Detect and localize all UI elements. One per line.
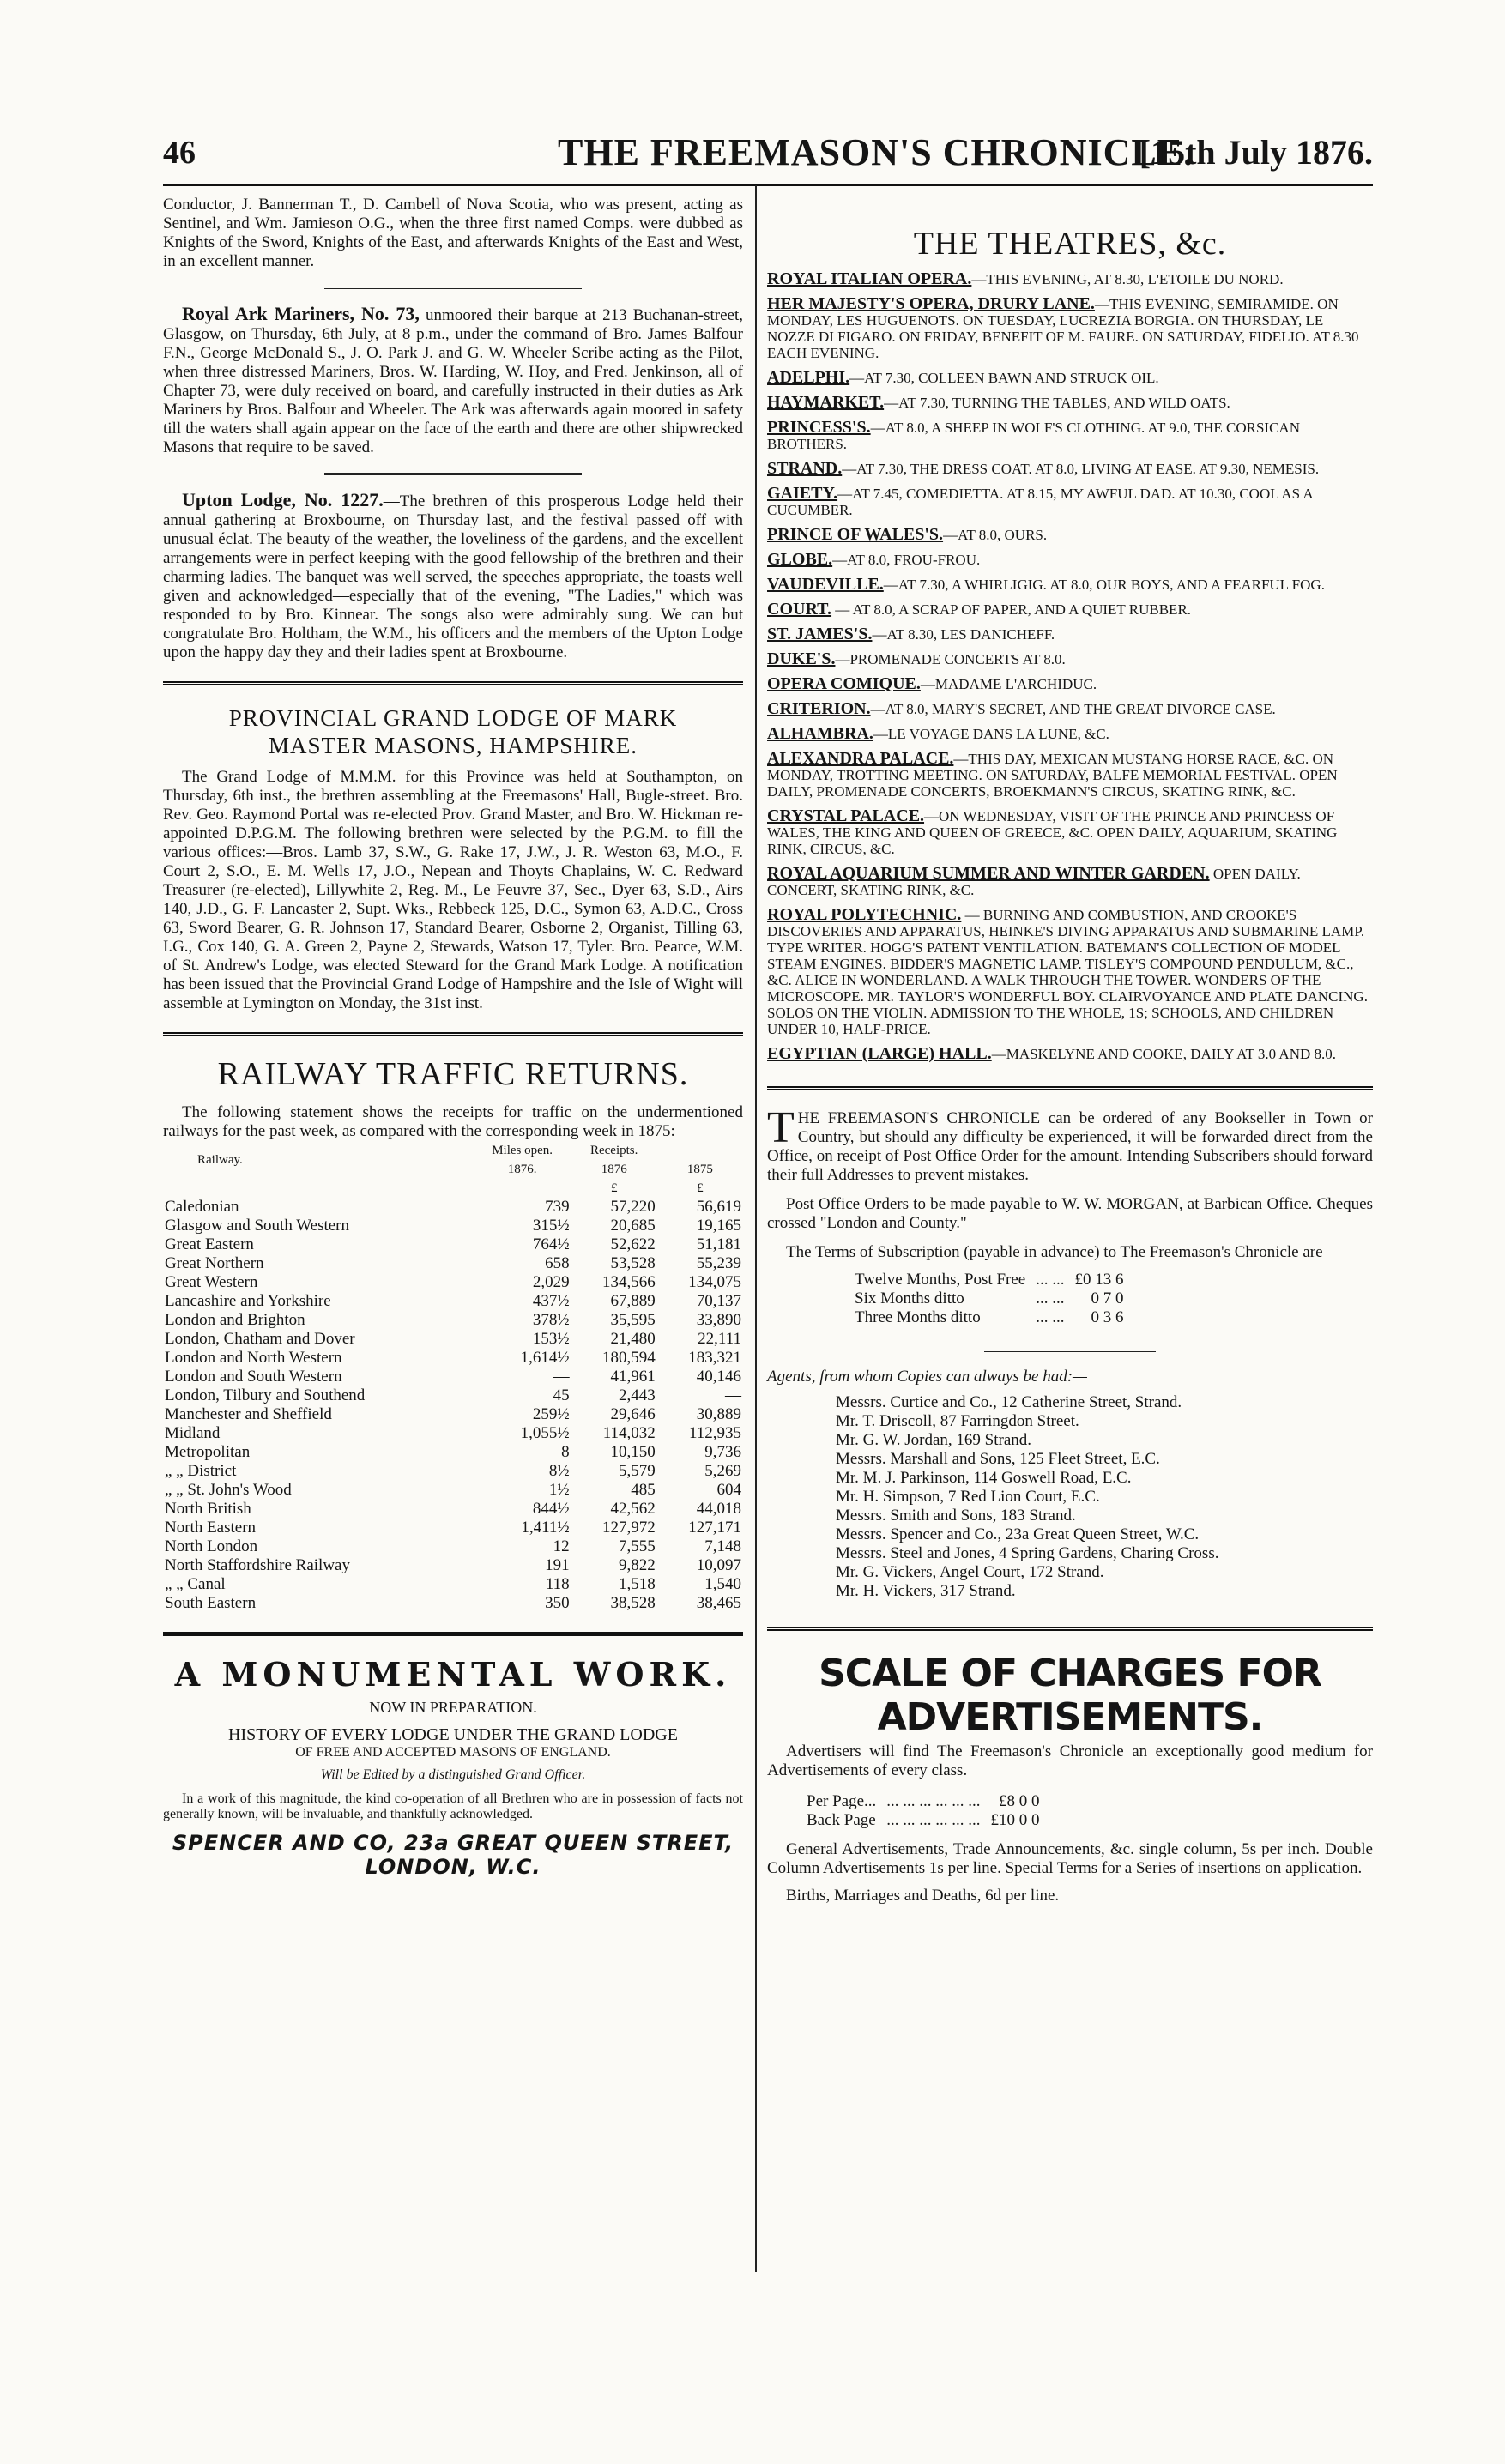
table-row [163, 1424, 743, 1443]
theatre-name: VAUDEVILLE. [767, 575, 884, 594]
theatre-name: COURT. [767, 600, 832, 619]
theatre-listing [767, 601, 1373, 618]
cell-miles: 739 [545, 1198, 570, 1216]
cell-miles: 12 [553, 1537, 570, 1555]
agent-item: Messrs. Steel and Jones, 4 Spring Gardens, Charing Cross. [836, 1544, 1219, 1562]
theatre-listing [767, 866, 1373, 898]
cell-r1875: 44,018 [696, 1500, 741, 1518]
cell-miles: 191 [545, 1556, 570, 1574]
cell-r1876: 1,518 [619, 1575, 656, 1593]
theatre-name: ROYAL ITALIAN OPERA. [767, 269, 972, 288]
currency-1875: £ [697, 1181, 704, 1195]
price-table [801, 1792, 1045, 1830]
section-divider [767, 1627, 1373, 1631]
theatre-programme: —THIS DAY, MEXICAN MUSTANG HORSE RACE, &C. ON MONDAY, TROTTING MEETING. ON SATURDAY, BALFE MEMORIAL FESTIVAL. OPEN DAILY, PROMENADE CONCERTS, BROEKMANN'S CIRCUS, SKATING RINK, &C. [767, 751, 1338, 800]
cell-miles: 437½ [532, 1292, 570, 1310]
theatre-listing [767, 1046, 1373, 1062]
table-row [163, 1405, 743, 1424]
agents-heading: Agents, from whom Copies can always be had:— [767, 1368, 1087, 1386]
cell-r1875: 51,181 [696, 1235, 741, 1253]
term-amount: 0 7 0 [1091, 1289, 1124, 1307]
cell-miles: 350 [545, 1594, 570, 1612]
table-row [163, 1462, 743, 1481]
currency-1876: £ [610, 1181, 618, 1195]
cell-name: Manchester and Sheffield [165, 1405, 332, 1423]
cell-r1876: 134,566 [602, 1273, 656, 1291]
theatre-programme: —PROMENADE CONCERTS AT 8.0. [835, 651, 1066, 667]
royal-ark-report [163, 305, 743, 457]
theatre-name: EGYPTIAN (LARGE) HALL. [767, 1044, 992, 1063]
section-divider [163, 681, 743, 685]
theatre-name: ALEXANDRA PALACE. [767, 749, 954, 768]
theatre-programme: —AT 7.30, COLLEEN BAWN AND STRUCK OIL. [849, 370, 1159, 386]
theatre-programme: —AT 7.30, A WHIRLIGIG. AT 8.0, OUR BOYS, AND A FEARFUL FOG. [883, 577, 1325, 593]
table-row [163, 1368, 743, 1386]
cell-r1876: 57,220 [610, 1198, 656, 1216]
cell-name: London, Chatham and Dover [165, 1330, 355, 1348]
masthead [163, 130, 1373, 187]
table-row [163, 1481, 743, 1500]
cell-r1875: 55,239 [696, 1254, 741, 1272]
cell-miles: 1,614½ [520, 1349, 570, 1367]
railway-table [163, 1141, 743, 1613]
table-row [163, 1537, 743, 1556]
provincial-heading [163, 704, 743, 759]
notice-p3: The Terms of Subscription (payable in advance) to The Freemason's Chronicle are— [786, 1243, 1339, 1261]
theatre-name: STRAND. [767, 459, 843, 478]
theatre-name: HER MAJESTY'S OPERA, DRURY LANE. [767, 294, 1095, 313]
cell-name: Glasgow and South Western [165, 1217, 350, 1235]
table-row [163, 1443, 743, 1462]
chapter-report-intro: Conductor, J. Bannerman T., D. Cambell of Nova Scotia, who was present, acting as Sentinel, and Wm. Jamieson O.G., when the three first named Comps. were dubbed as Knights of the Sword, Knights of the East, and afterwards Knights of the East and West, in an excellent manner. [163, 196, 743, 270]
col-r1876 [571, 1141, 657, 1179]
cell-miles: 8 [561, 1443, 570, 1461]
cell-miles: 315½ [532, 1217, 570, 1235]
cell-r1875: 22,111 [698, 1330, 741, 1348]
cell-miles: — [553, 1368, 570, 1386]
theatre-name: GLOBE. [767, 550, 833, 569]
section-divider [324, 473, 582, 475]
section-divider [767, 1086, 1373, 1090]
term-dots: ... ... [1036, 1289, 1065, 1307]
currency-row [163, 1179, 743, 1198]
theatre-listing [767, 271, 1373, 287]
agent-item: Messrs. Smith and Sons, 183 Strand. [836, 1507, 1076, 1525]
term-dots: ... ... [1036, 1308, 1065, 1326]
cell-r1875: 40,146 [696, 1368, 741, 1386]
cell-miles: 2,029 [532, 1273, 570, 1291]
table-row [163, 1292, 743, 1311]
table-row [163, 1235, 743, 1254]
cell-r1876: 485 [631, 1481, 656, 1499]
table-row [163, 1519, 743, 1537]
theatre-name: ROYAL AQUARIUM SUMMER AND WINTER GARDEN. [767, 864, 1210, 883]
cell-name: Lancashire and Yorkshire [165, 1292, 331, 1310]
cell-r1875: — [725, 1386, 741, 1404]
cell-r1875: 112,935 [688, 1424, 741, 1442]
theatre-name: CRITERION. [767, 699, 871, 718]
cell-miles: 1,411½ [521, 1519, 570, 1537]
price-dots: ... ... ... ... ... ... [886, 1811, 981, 1829]
term-row [849, 1271, 1128, 1289]
cell-name: Caledonian [165, 1198, 239, 1216]
table-row [163, 1594, 743, 1613]
theatre-programme: —AT 7.30, THE DRESS COAT. AT 8.0, LIVING AT EASE. AT 9.30, NEMESIS. [842, 461, 1320, 477]
theatre-programme: —AT 8.30, LES DANICHEFF. [872, 626, 1055, 643]
provincial-body: The Grand Lodge of M.M.M. for this Province was held at Southampton, on Thursday, 6th inst., the brethren assembling at the Freemasons' Hall, Bugle-street. Bro. Rev. Geo. Raymond Portal was re-elected Prov. Grand Master, and Bro. W. Hickman re-appointed D.P.G.M. The following brethren were selected by the P.G.M. to fill the various offices:—Bros. Lamb 37, S.W., G. Rake 17, J.W., J. R. Weston 63, M.O., F. Court 2, S.O., E. M. Wells 17, J.O., Nepean and Thoyts Chaplains, W. C. Redward Treasurer (re-elected), Lillywhite 2, Reg. M., Le Feuvre 37, Sec., Dyer 63, S.D., Airs 140, J.D., G. F. Lancaster 2, Supt. Wks., Rebbeck 125, D.C., Symon 63, A.D.C., Cross 63, Sword Bearer, G. R. Johnson 17, Standard Bearer, Osborne 2, Organist, Tilling 63, I.G., Cox 140, G. A. Green 2, Payne 2, Stewards, Watson 17, Tyler. Bro. Pearce, W.M. of St. Andrew's Lodge, was elected Steward for the Grand Mark Lodge. A notification has been issued that the Provincial Grand Lodge of Hampshire and the Isle of Wight will assemble at Lymington on Monday, the 31st inst. [163, 768, 743, 1012]
cell-r1876: 41,961 [610, 1368, 656, 1386]
cell-r1875: 70,137 [696, 1292, 741, 1310]
term-row [849, 1289, 1128, 1308]
cell-r1876: 35,595 [610, 1311, 656, 1329]
cell-name: „ „ St. John's Wood [165, 1481, 292, 1499]
term-label: Three Months ditto [855, 1308, 981, 1326]
theatre-listing [767, 577, 1373, 593]
theatre-programme: —AT 7.45, COMEDIETTA. AT 8.15, MY AWFUL DAD. AT 10.30, COOL AS A CUCUMBER. [767, 486, 1313, 518]
theatre-listing [767, 808, 1373, 857]
theatre-name: ST. JAMES'S. [767, 625, 873, 643]
general-ads: General Advertisements, Trade Announcements, &c. single column, 5s per inch. Double Column Advertisements 1s per line. Special Terms for a Series of insertions on application. [767, 1840, 1373, 1877]
cell-r1876: 20,685 [610, 1217, 656, 1235]
agent-item: Mr. G. W. Jordan, 169 Strand. [836, 1431, 1031, 1449]
theatre-name: ROYAL POLYTECHNIC. [767, 905, 962, 924]
table-row [163, 1273, 743, 1292]
railway-intro: The following statement shows the receipts for traffic on the undermentioned railways for the past week, as compared with the corresponding week in 1875:— [163, 1103, 743, 1140]
cell-name: London and Brighton [165, 1311, 305, 1329]
cell-r1876: 42,562 [610, 1500, 656, 1518]
cell-miles: 658 [545, 1254, 570, 1272]
cell-miles: 1,055½ [520, 1424, 570, 1442]
theatre-programme: OPEN DAILY. CONCERT, SKATING RINK, &C. [767, 866, 1301, 898]
theatre-name: HAYMARKET. [767, 393, 885, 412]
births-rate: Births, Marriages and Deaths, 6d per line. [786, 1887, 1060, 1905]
table-row [163, 1500, 743, 1519]
upton-lodge-report [163, 491, 743, 662]
cell-r1876: 2,443 [619, 1386, 656, 1404]
theatre-listing [767, 461, 1373, 477]
theatre-name: DUKE'S. [767, 649, 836, 668]
cell-name: North British [165, 1500, 251, 1518]
notice-p2: Post Office Orders to be made payable to W. W. MORGAN, at Barbican Office. Cheques crossed "London and County." [767, 1195, 1373, 1232]
theatre-listing [767, 296, 1373, 361]
section-divider [163, 1032, 743, 1036]
dropcap: T [767, 1103, 795, 1152]
col-miles [474, 1141, 571, 1179]
theatre-list [767, 271, 1373, 1062]
cell-r1875: 19,165 [696, 1217, 741, 1235]
price-amount: £8 0 0 [999, 1792, 1040, 1810]
agent-item: Messrs. Marshall and Sons, 125 Fleet Street, E.C. [836, 1450, 1160, 1468]
cell-r1875: 10,097 [696, 1556, 741, 1574]
cell-miles: 1½ [548, 1481, 570, 1499]
cell-r1875: 604 [716, 1481, 741, 1499]
cell-r1876: 21,480 [610, 1330, 656, 1348]
col-railway: Railway. [197, 1153, 243, 1167]
theatre-name: CRYSTAL PALACE. [767, 806, 925, 825]
table-row [163, 1575, 743, 1594]
cell-r1876: 29,646 [610, 1405, 656, 1423]
left-column [163, 196, 743, 1879]
table-row [163, 1330, 743, 1349]
theatre-programme: —MASKELYNE AND COOKE, DAILY AT 3.0 AND 8.0. [991, 1046, 1336, 1062]
upton-heading: Upton Lodge, No. 1227. [182, 489, 384, 510]
term-amount: £0 13 6 [1074, 1271, 1124, 1289]
agent-item: Mr. G. Vickers, Angel Court, 172 Strand. [836, 1563, 1104, 1581]
scale-intro: Advertisers will find The Freemason's Chronicle an exceptionally good medium for Advertisements of every class. [767, 1742, 1373, 1779]
theatres-heading: THE THEATRES, &c. [913, 226, 1227, 262]
right-column [767, 196, 1373, 1905]
cell-name: London, Tilbury and Southend [165, 1386, 366, 1404]
cell-r1875: 56,619 [696, 1198, 741, 1216]
cell-r1875: 5,269 [704, 1462, 741, 1480]
col-miles-label: Miles open. [492, 1144, 553, 1157]
col-miles-year: 1876. [507, 1163, 537, 1176]
agent-item: Mr. T. Driscoll, 87 Farringdon Street. [836, 1412, 1079, 1430]
theatre-programme: — AT 8.0, A SCRAP OF PAPER, AND A QUIET RUBBER. [831, 601, 1192, 618]
cell-miles: 844½ [532, 1500, 570, 1518]
cell-r1876: 180,594 [602, 1349, 656, 1367]
theatre-programme: —AT 7.30, TURNING THE TABLES, AND WILD OATS. [884, 395, 1230, 411]
agent-item: Messrs. Spencer and Co., 23a Great Queen Street, W.C. [836, 1525, 1200, 1543]
provincial-heading-line1: PROVINCIAL GRAND LODGE OF MARK [228, 705, 678, 731]
history-line2: OF FREE AND ACCEPTED MASONS OF ENGLAND. [295, 1745, 611, 1760]
royal-ark-heading: Royal Ark Mariners, No. 73, [182, 303, 420, 324]
agents-list [836, 1393, 1373, 1601]
theatre-listing [767, 701, 1373, 717]
subscription-table [849, 1271, 1128, 1327]
theatre-listing [767, 552, 1373, 568]
cell-r1876: 52,622 [610, 1235, 656, 1253]
provincial-heading-line2: MASTER MASONS, HAMPSHIRE. [268, 733, 638, 758]
cell-r1876: 9,822 [619, 1556, 656, 1574]
cell-r1876: 127,972 [602, 1519, 656, 1537]
section-divider [324, 287, 582, 289]
theatre-listing [767, 726, 1373, 742]
agent-item: Mr. H. Simpson, 7 Red Lion Court, E.C. [836, 1488, 1100, 1506]
theatre-listing [767, 486, 1373, 518]
term-row [849, 1308, 1128, 1327]
price-label: Per Page... [807, 1792, 877, 1810]
col-receipts-label: Receipts. [589, 1144, 638, 1157]
theatre-programme: —THIS EVENING, AT 8.30, L'ETOILE DU NORD. [971, 271, 1284, 287]
col-r1876-label: 1876 [601, 1163, 627, 1176]
cell-r1876: 10,150 [610, 1443, 656, 1461]
agent-item: Mr. H. Vickers, 317 Strand. [836, 1582, 1016, 1600]
railway-heading: RAILWAY TRAFFIC RETURNS. [217, 1056, 689, 1092]
cell-name: Metropolitan [165, 1443, 251, 1461]
cell-name: Great Eastern [165, 1235, 254, 1253]
agent-item: Mr. M. J. Parkinson, 114 Goswell Road, E.C. [836, 1469, 1132, 1487]
issue-date: [15th July 1876. [1139, 133, 1373, 172]
cell-r1875: 127,171 [688, 1519, 741, 1537]
cell-r1875: 33,890 [696, 1311, 741, 1329]
cell-r1876: 5,579 [619, 1462, 656, 1480]
theatre-listing [767, 907, 1373, 1037]
price-row [801, 1811, 1045, 1830]
cell-name: North London [165, 1537, 258, 1555]
cell-miles: 259½ [532, 1405, 570, 1423]
monumental-body: In a work of this magnitude, the kind co-operation of all Brethren who are in possession of facts not generally known, will be invaluable, and thankfully acknowledged. [163, 1791, 743, 1821]
theatre-name: ADELPHI. [767, 368, 850, 387]
theatre-programme: —MADAME L'ARCHIDUC. [920, 676, 1097, 692]
theatre-programme: —AT 8.0, OURS. [943, 527, 1048, 543]
cell-miles: 45 [553, 1386, 570, 1404]
publisher-line: SPENCER AND CO, 23a GREAT QUEEN STREET, LONDON, W.C. [172, 1831, 734, 1879]
masthead-rule [163, 184, 1373, 186]
cell-miles: 118 [545, 1575, 570, 1593]
theatre-listing [767, 395, 1373, 411]
cell-r1876: 38,528 [610, 1594, 656, 1612]
theatre-programme: — BURNING AND COMBUSTION, AND CROOKE'S DISCOVERIES AND APPARATUS, HEINKE'S DIVING APPARATUS AND SUBMARINE LAMP. TYPE WRITER. HOGG'S PATENT VENTILATION. BATEMAN'S COLLECTION OF MODEL STEAM ENGINES. BIDDER'S MAGNETIC LAMP. TISLEY'S COMPOUND PENDULUM, &C., &C. ALICE IN WONDERLAND. A WALK THROUGH THE TOWER. WONDERS OF THE MICROSCOPE. MR. TAYLOR'S WONDERFUL BOY. CLAIRVOYANCE AND PLATE DANCING. SOLOS ON THE VIOLIN. ADMISSION TO THE WHOLE, 1S; SCHOOLS, AND CHILDREN UNDER 10, HALF-PRICE. [767, 907, 1368, 1037]
col-r1875-label: 1875 [686, 1163, 713, 1176]
term-amount: 0 3 6 [1091, 1308, 1124, 1326]
cell-r1875: 1,540 [704, 1575, 741, 1593]
history-line1: HISTORY OF EVERY LODGE UNDER THE GRAND LODGE [228, 1725, 678, 1744]
table-row [163, 1254, 743, 1273]
column-divider [755, 185, 757, 2272]
railway-header-row [163, 1141, 743, 1179]
cell-name: „ „ Canal [165, 1575, 226, 1593]
newspaper-title: THE FREEMASON'S CHRONICLE. [558, 131, 1194, 173]
notice-p1 [767, 1103, 1373, 1185]
price-row [801, 1792, 1045, 1811]
theatre-programme: —LE VOYAGE DANS LA LUNE, &C. [873, 726, 1109, 742]
term-dots: ... ... [1036, 1271, 1065, 1289]
price-dots: ... ... ... ... ... ... [886, 1792, 981, 1810]
edited-by: Will be Edited by a distinguished Grand Officer. [320, 1767, 586, 1782]
price-amount: £10 0 0 [990, 1811, 1040, 1829]
monumental-sub: NOW IN PREPARATION. [369, 1699, 537, 1716]
cell-r1875: 134,075 [688, 1273, 741, 1291]
table-row [163, 1349, 743, 1368]
theatre-listing [767, 676, 1373, 692]
term-label: Twelve Months, Post Free [855, 1271, 1026, 1289]
theatre-programme: —AT 8.0, MARY'S SECRET, AND THE GREAT DIVORCE CASE. [870, 701, 1276, 717]
cell-r1876: 114,032 [602, 1424, 656, 1442]
cell-name: Midland [165, 1424, 221, 1442]
cell-r1875: 183,321 [688, 1349, 741, 1367]
table-row [163, 1217, 743, 1235]
table-row [163, 1556, 743, 1575]
cell-miles: 378½ [532, 1311, 570, 1329]
cell-miles: 8½ [548, 1462, 570, 1480]
page-number: 46 [163, 135, 196, 171]
theatre-listing [767, 626, 1373, 643]
cell-r1875: 38,465 [696, 1594, 741, 1612]
cell-name: North Staffordshire Railway [165, 1556, 350, 1574]
cell-name: „ „ District [165, 1462, 237, 1480]
col-r1875 [657, 1141, 743, 1179]
theatre-programme: —ON WEDNESDAY, VISIT OF THE PRINCE AND PRINCESS OF WALES, THE KING AND QUEEN OF GREECE, &C. OPEN DAILY, AQUARIUM, SKATING RINK, CIRCUS, &C. [767, 808, 1338, 857]
scale-heading: SCALE OF CHARGES FOR ADVERTISEMENTS. [819, 1652, 1321, 1739]
table-row [163, 1198, 743, 1217]
section-divider [984, 1350, 1156, 1352]
theatre-programme: —AT 8.0, A SHEEP IN WOLF'S CLOTHING. AT 9.0, THE CORSICAN BROTHERS. [767, 420, 1300, 452]
royal-ark-body: unmoored their barque at 213 Buchanan-street, Glasgow, on Thursday, 6th July, at 8 p.m., under the command of Bro. James Balfour F.N., George McDonald S., J. O. Park J. and G. W. Wheeler Scribe acting as the Pilot, when three distressed Mariners, Bros. W. Harding, W. Hoy, and Fred. Jenkinson, all of Chapter 73, were duly received on board, and carefully instructed in their duties as Ark Mariners by Bros. Balfour and Wheeler. The Ark was afterwards again moored in safety till the waters shall again appear on the face of the earth and there are other shipwrecked Masons that require to be saved. [163, 306, 744, 456]
theatre-listing [767, 370, 1373, 386]
cell-r1876: 67,889 [610, 1292, 656, 1310]
cell-name: North Eastern [165, 1519, 257, 1537]
cell-name: London and North Western [165, 1349, 342, 1367]
monumental-heading: A MONUMENTAL WORK. [174, 1655, 732, 1694]
table-row [163, 1386, 743, 1405]
upton-body: —The brethren of this prosperous Lodge held their annual gathering at Broxbourne, on Thursday last, and the festival passed off with unusual éclat. The beauty of the weather, the loveliness of the gardens, and the excellent arrangements were in perfect keeping with the good fellowship of the brethren and their charming ladies. The banquet was well served, the speeches appropriate, the toasts well given and acknowledged—especially that of the evening, "The Ladies," which was responded to by Bro. Kinnear. The songs also were admirably sung. We can but congratulate Bro. Holtham, the W.M., his officers and the members of the Upton Lodge upon the happy day they and their ladies spent at Broxbourne. [163, 492, 744, 661]
notice-text: HE FREEMASON'S CHRONICLE can be ordered of any Bookseller in Town or Country, but should any difficulty be experienced, it will be forwarded direct from the Office, on receipt of Post Office Order for the amount. Intending Subscribers should forward their full Addresses to prevent mistakes. [767, 1109, 1373, 1184]
theatre-programme: —AT 8.0, FROU-FROU. [832, 552, 981, 568]
cell-miles: 153½ [532, 1330, 570, 1348]
cell-name: South Eastern [165, 1594, 257, 1612]
cell-name: Great Western [165, 1273, 258, 1291]
theatre-listing [767, 527, 1373, 543]
theatre-name: ALHAMBRA. [767, 724, 873, 743]
agent-item: Messrs. Curtice and Co., 12 Catherine Street, Strand. [836, 1393, 1182, 1411]
cell-r1876: 53,528 [610, 1254, 656, 1272]
theatre-name: PRINCESS'S. [767, 418, 871, 437]
theatre-listing [767, 751, 1373, 800]
theatre-name: OPERA COMIQUE. [767, 674, 921, 693]
cell-miles: 764½ [532, 1235, 570, 1253]
theatre-programme: —THIS EVENING, SEMIRAMIDE. ON MONDAY, LES HUGUENOTS. ON TUESDAY, LUCREZIA BORGIA. ON THURSDAY, LE NOZZE DI FIGARO. ON FRIDAY, BENEFIT OF M. FAURE. ON SATURDAY, FIDELIO. AT 8.30 EACH EVENING. [767, 296, 1359, 361]
theatre-listing [767, 651, 1373, 667]
term-label: Six Months ditto [855, 1289, 964, 1307]
table-row [163, 1311, 743, 1330]
price-label: Back Page [807, 1811, 876, 1829]
cell-r1875: 9,736 [704, 1443, 741, 1461]
section-divider [163, 1632, 743, 1636]
cell-r1876: 7,555 [619, 1537, 656, 1555]
cell-name: Great Northern [165, 1254, 264, 1272]
cell-r1875: 30,889 [696, 1405, 741, 1423]
theatre-name: PRINCE OF WALES'S. [767, 525, 944, 544]
theatre-name: GAIETY. [767, 484, 838, 503]
theatre-listing [767, 420, 1373, 452]
cell-name: London and South Western [165, 1368, 342, 1386]
cell-r1875: 7,148 [704, 1537, 741, 1555]
